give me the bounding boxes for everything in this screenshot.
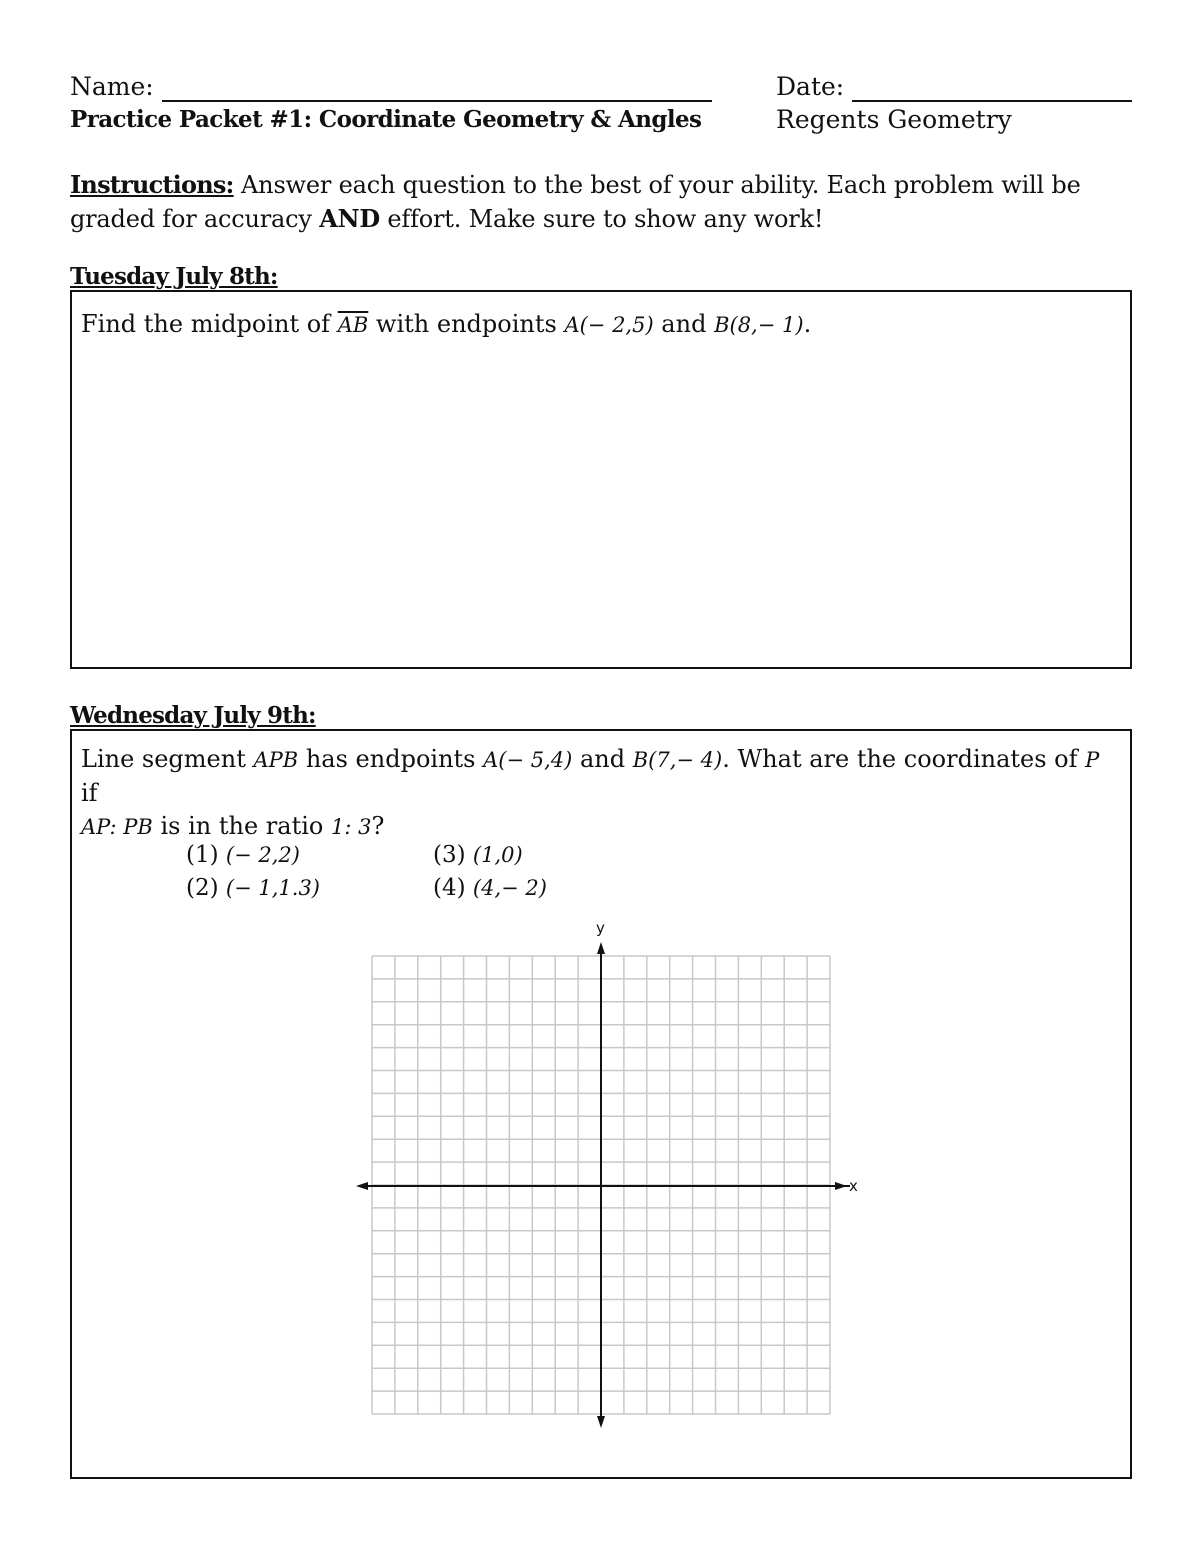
name-label: Name: [70, 72, 154, 101]
ratio-lhs: AP: PB [81, 815, 153, 839]
date-blank[interactable] [852, 78, 1132, 102]
problem2-text-3: and [572, 745, 633, 773]
choice-3-value: (1,0) [472, 843, 523, 867]
problem2-text-1: Line segment [81, 745, 254, 773]
problem2-text-7: ? [371, 812, 385, 840]
problem1-text-4: . [803, 310, 812, 338]
y-axis-top-arrow [597, 942, 605, 954]
y-axis-bottom-arrow [597, 1416, 605, 1428]
instructions-text-2: effort. Make sure to show any work! [379, 205, 824, 233]
problem2-text-6: is in the ratio [152, 812, 331, 840]
ratio-value: 1: 3 [330, 815, 372, 839]
instructions-and: AND [319, 204, 380, 233]
problem1-day-label: Tuesday July 8th: [70, 263, 278, 290]
point-a: A(− 2,5) [564, 313, 654, 337]
name-line [70, 72, 712, 102]
course-name: Regents Geometry [776, 105, 1012, 134]
point-b: B(8,− 1) [714, 313, 804, 337]
problem1-answer-box[interactable] [70, 290, 1132, 669]
y-axis-label: y [596, 919, 605, 937]
problem2-prompt [81, 743, 1111, 844]
problem1-prompt [81, 308, 811, 342]
packet-title: Practice Packet #1: Coordinate Geometry & Angles [70, 106, 702, 133]
x-axis-right-arrow [835, 1182, 847, 1190]
date-label: Date: [776, 72, 845, 101]
choice-1[interactable] [186, 839, 300, 872]
point-a: A(− 5,4) [483, 748, 573, 772]
problem2-text-4: . What are the coordinates of [722, 745, 1086, 773]
choice-4-num: (4) [433, 875, 466, 901]
problem2-day-label: Wednesday July 9th: [70, 702, 316, 729]
choice-2[interactable] [186, 872, 320, 905]
problem2-text-2: has endpoints [298, 745, 484, 773]
coordinate-grid[interactable] [350, 915, 870, 1435]
choice-2-value: (− 1,1.3) [225, 876, 320, 900]
choice-3-num: (3) [433, 842, 466, 868]
choice-4[interactable] [433, 872, 547, 905]
instructions-text-1: Answer each question to the best of your ability. Each problem will be graded for accuracy [70, 171, 1081, 233]
choice-1-value: (− 2,2) [225, 843, 300, 867]
x-axis-left-arrow [356, 1182, 368, 1190]
choice-4-value: (4,− 2) [472, 876, 547, 900]
problem2-text-5: if [81, 779, 98, 807]
problem1-text-1: Find the midpoint of [81, 310, 338, 338]
problem1-text-2: with endpoints [368, 310, 565, 338]
x-axis-label: x [849, 1177, 858, 1195]
segment-apb: APB [253, 748, 299, 772]
name-blank[interactable] [162, 78, 712, 102]
instructions-label: Instructions: [70, 170, 234, 199]
axes [356, 919, 858, 1428]
date-line [776, 72, 1132, 102]
instructions [70, 168, 1140, 236]
choice-2-num: (2) [186, 875, 219, 901]
point-p: P [1085, 748, 1100, 772]
point-b: B(7,− 4) [632, 748, 723, 772]
choice-1-num: (1) [186, 842, 219, 868]
choice-3[interactable] [433, 839, 523, 872]
segment-ab: $\overline{AB}$ [337, 313, 369, 337]
problem1-text-3: and [653, 310, 715, 338]
